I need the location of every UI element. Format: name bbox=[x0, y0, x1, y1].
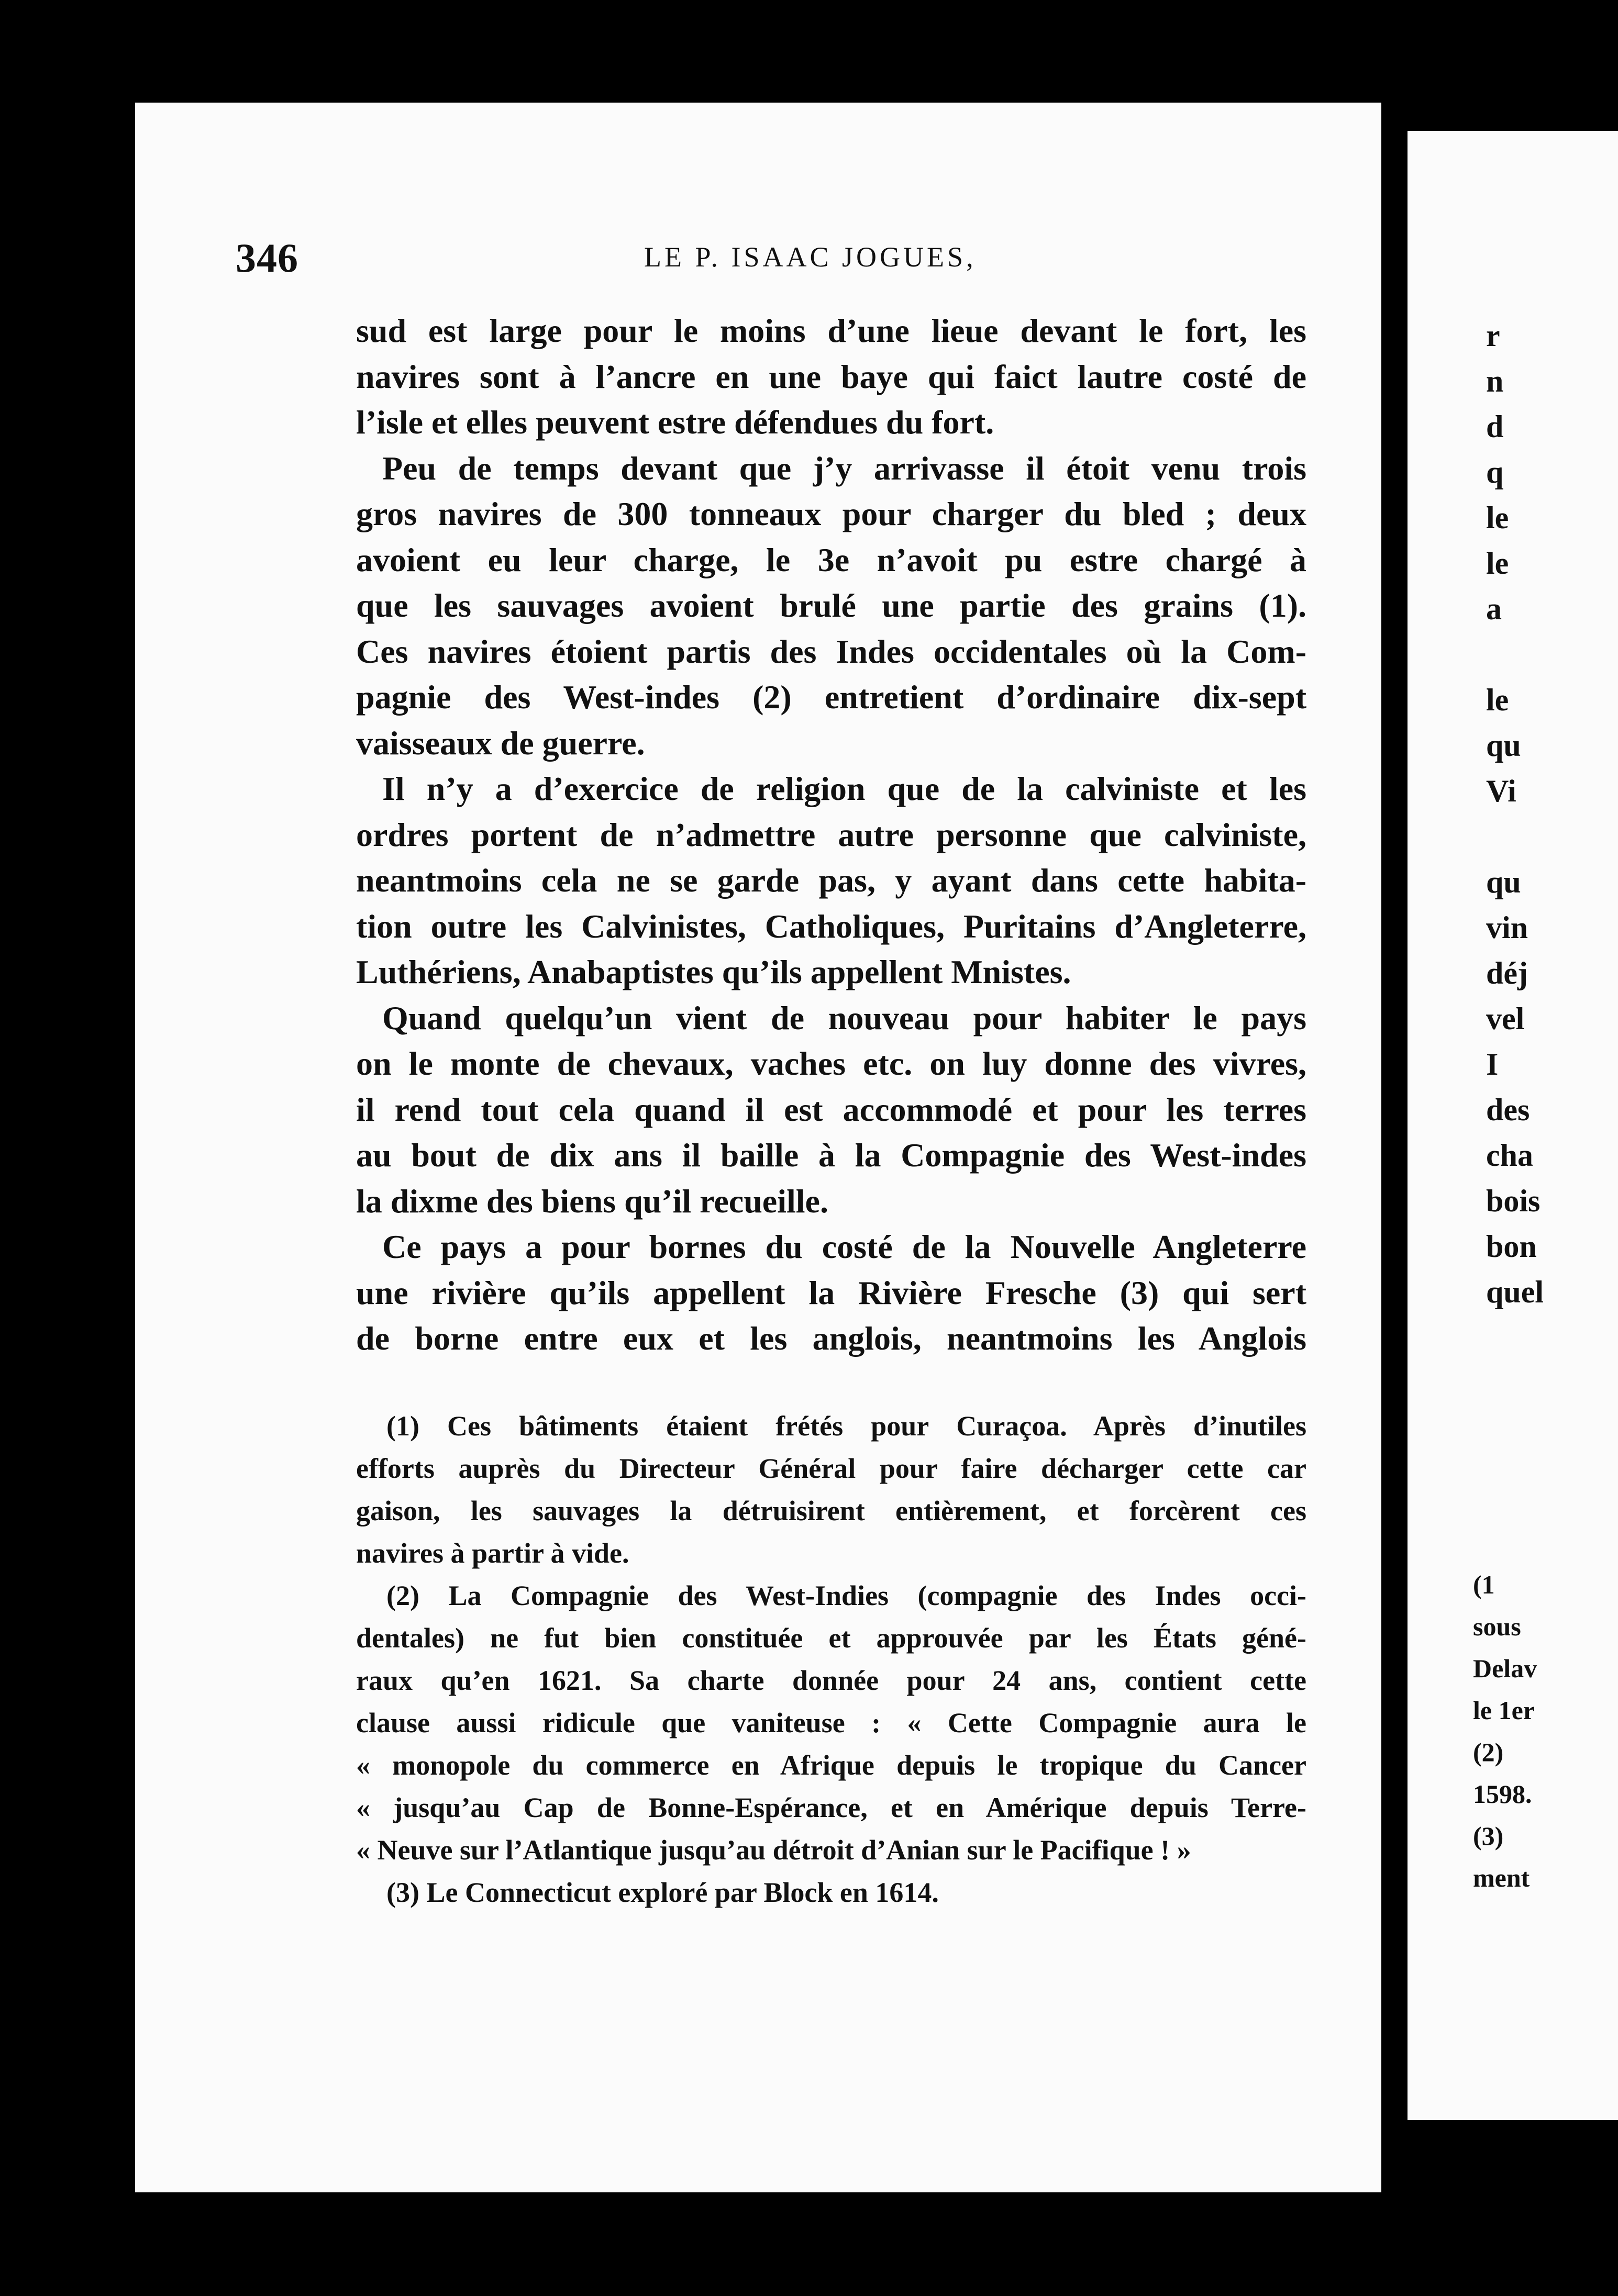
footnote-line: dentales) ne fut bien constituée et approuvée par les États géné- bbox=[356, 1622, 1306, 1654]
text-line: Il n’y a d’exercice de religion que de la calviniste et les bbox=[382, 770, 1306, 807]
running-title: LE P. ISAAC JOGUES, bbox=[644, 241, 977, 273]
facing-footnote-fragment: le 1er bbox=[1473, 1696, 1535, 1725]
text-line: Luthériens, Anabaptistes qu’ils appellent Mnistes. bbox=[356, 953, 1071, 990]
text-line: au bout de dix ans il baille à la Compagnie des West-indes bbox=[356, 1136, 1306, 1174]
facing-line-fragment: bois bbox=[1486, 1184, 1541, 1218]
footnote-line: « Neuve sur l’Atlantique jusqu’au détroit d’Anian sur le Pacifique ! » bbox=[356, 1834, 1191, 1866]
text-line: ordres portent de n’admettre autre personne que calviniste, bbox=[356, 816, 1306, 853]
footnote-line: « monopole du commerce en Afrique depuis le tropique du Cancer bbox=[356, 1749, 1306, 1781]
footnote-line: (1) Ces bâtiments étaient frétés pour Curaçoa. Après d’inutiles bbox=[386, 1410, 1306, 1442]
text-line: vaisseaux de guerre. bbox=[356, 724, 645, 762]
facing-line-fragment: qu bbox=[1486, 728, 1521, 763]
facing-line-fragment: n bbox=[1486, 364, 1504, 398]
facing-footnote-fragment: (3) bbox=[1473, 1821, 1504, 1851]
facing-line-fragment: qu bbox=[1486, 865, 1521, 899]
facing-page-edge bbox=[1408, 131, 1618, 2120]
facing-footnote-fragment: (2) bbox=[1473, 1737, 1504, 1767]
facing-line-fragment: cha bbox=[1486, 1138, 1533, 1173]
text-line: gros navires de 300 tonneaux pour charger du bled ; deux bbox=[356, 495, 1306, 532]
page-number: 346 bbox=[236, 235, 298, 281]
text-line: Quand quelqu’un vient de nouveau pour habiter le pays bbox=[382, 999, 1306, 1036]
facing-line-fragment: a bbox=[1486, 592, 1502, 626]
footnote-line: efforts auprès du Directeur Général pour faire décharger cette car bbox=[356, 1453, 1306, 1484]
footnotes bbox=[356, 1405, 1306, 1914]
facing-line-fragment bbox=[1486, 814, 1618, 860]
footnote-line: clause aussi ridicule que vaniteuse : « Cette Compagnie aura le bbox=[356, 1707, 1306, 1738]
facing-line-fragment: le bbox=[1486, 683, 1509, 717]
facing-line-fragment: vin bbox=[1486, 910, 1528, 945]
footnote-line: navires à partir à vide. bbox=[356, 1537, 629, 1569]
text-line: que les sauvages avoient brulé une partie des grains (1). bbox=[356, 587, 1306, 624]
facing-line-fragment: I bbox=[1486, 1047, 1499, 1082]
running-header bbox=[236, 235, 1388, 287]
facing-line-fragment bbox=[1486, 268, 1618, 313]
text-line: l’isle et elles peuvent estre défendues du fort. bbox=[356, 404, 994, 441]
text-line: une rivière qu’ils appellent la Rivière Fresche (3) qui sert bbox=[356, 1274, 1306, 1311]
text-line: la dixme des biens qu’il recueille. bbox=[356, 1182, 828, 1220]
text-line: Ce pays a pour bornes du costé de la Nouvelle Angleterre bbox=[382, 1228, 1306, 1265]
text-line: de borne entre eux et les anglois, neantmoins les Anglois bbox=[356, 1320, 1306, 1357]
facing-line-fragment bbox=[1486, 222, 1618, 268]
facing-line-fragment: le bbox=[1486, 500, 1509, 535]
text-line: Peu de temps devant que j’y arrivasse il étoit venu trois bbox=[382, 449, 1306, 487]
footnote-line: raux qu’en 1621. Sa charte donnée pour 24 ans, contient cette bbox=[356, 1665, 1306, 1696]
facing-line-fragment bbox=[1486, 632, 1618, 677]
facing-page-footnotes bbox=[1473, 1564, 1618, 1899]
text-line: sud est large pour le moins d’une lieue devant le fort, les bbox=[356, 312, 1306, 349]
text-line: tion outre les Calvinistes, Catholiques, Puritains d’Angleterre, bbox=[356, 907, 1306, 945]
facing-line-fragment: quel bbox=[1486, 1275, 1544, 1309]
facing-line-fragment: r bbox=[1486, 318, 1500, 353]
facing-line-fragment: d bbox=[1486, 409, 1504, 444]
text-line: neantmoins cela ne se garde pas, y ayant dans cette habita- bbox=[356, 862, 1306, 899]
facing-line-fragment bbox=[1486, 131, 1618, 176]
facing-footnote-fragment: ment bbox=[1473, 1863, 1530, 1892]
facing-footnote-fragment: Delav bbox=[1473, 1654, 1537, 1683]
facing-line-fragment: le bbox=[1486, 546, 1509, 581]
facing-line-fragment: vel bbox=[1486, 1001, 1525, 1036]
facing-line-fragment: des bbox=[1486, 1093, 1530, 1127]
footnote-line: gaison, les sauvages la détruisirent entièrement, et forcèrent ces bbox=[356, 1495, 1306, 1526]
facing-line-fragment bbox=[1486, 176, 1618, 222]
text-line: pagnie des West-indes (2) entretient d’ordinaire dix-sept bbox=[356, 678, 1306, 716]
text-line: on le monte de chevaux, vaches etc. on luy donne des vivres, bbox=[356, 1045, 1306, 1082]
facing-line-fragment: déj bbox=[1486, 956, 1528, 990]
facing-line-fragment: q bbox=[1486, 455, 1504, 489]
facing-line-fragment: bon bbox=[1486, 1229, 1537, 1264]
facing-footnote-fragment: (1 bbox=[1473, 1570, 1495, 1599]
facing-footnote-fragment: sous bbox=[1473, 1612, 1521, 1641]
facing-page-text bbox=[1486, 131, 1618, 1315]
text-line: avoient eu leur charge, le 3e n’avoit pu estre chargé à bbox=[356, 541, 1306, 578]
body-text bbox=[356, 308, 1306, 1362]
footnote-line: « jusqu’au Cap de Bonne-Espérance, et en Amérique depuis Terre- bbox=[356, 1792, 1306, 1823]
text-line: il rend tout cela quand il est accommodé et pour les terres bbox=[356, 1090, 1306, 1128]
text-line: navires sont à l’ancre en une baye qui faict lautre costé de bbox=[356, 358, 1306, 395]
facing-footnote-fragment: 1598. bbox=[1473, 1779, 1532, 1809]
footnote-line: (3) Le Connecticut exploré par Block en 1614. bbox=[386, 1877, 939, 1908]
footnote-line: (2) La Compagnie des West-Indies (compagnie des Indes occi- bbox=[386, 1580, 1306, 1611]
text-line: Ces navires étoient partis des Indes occidentales où la Com- bbox=[356, 632, 1306, 670]
facing-line-fragment: Vi bbox=[1486, 774, 1516, 808]
